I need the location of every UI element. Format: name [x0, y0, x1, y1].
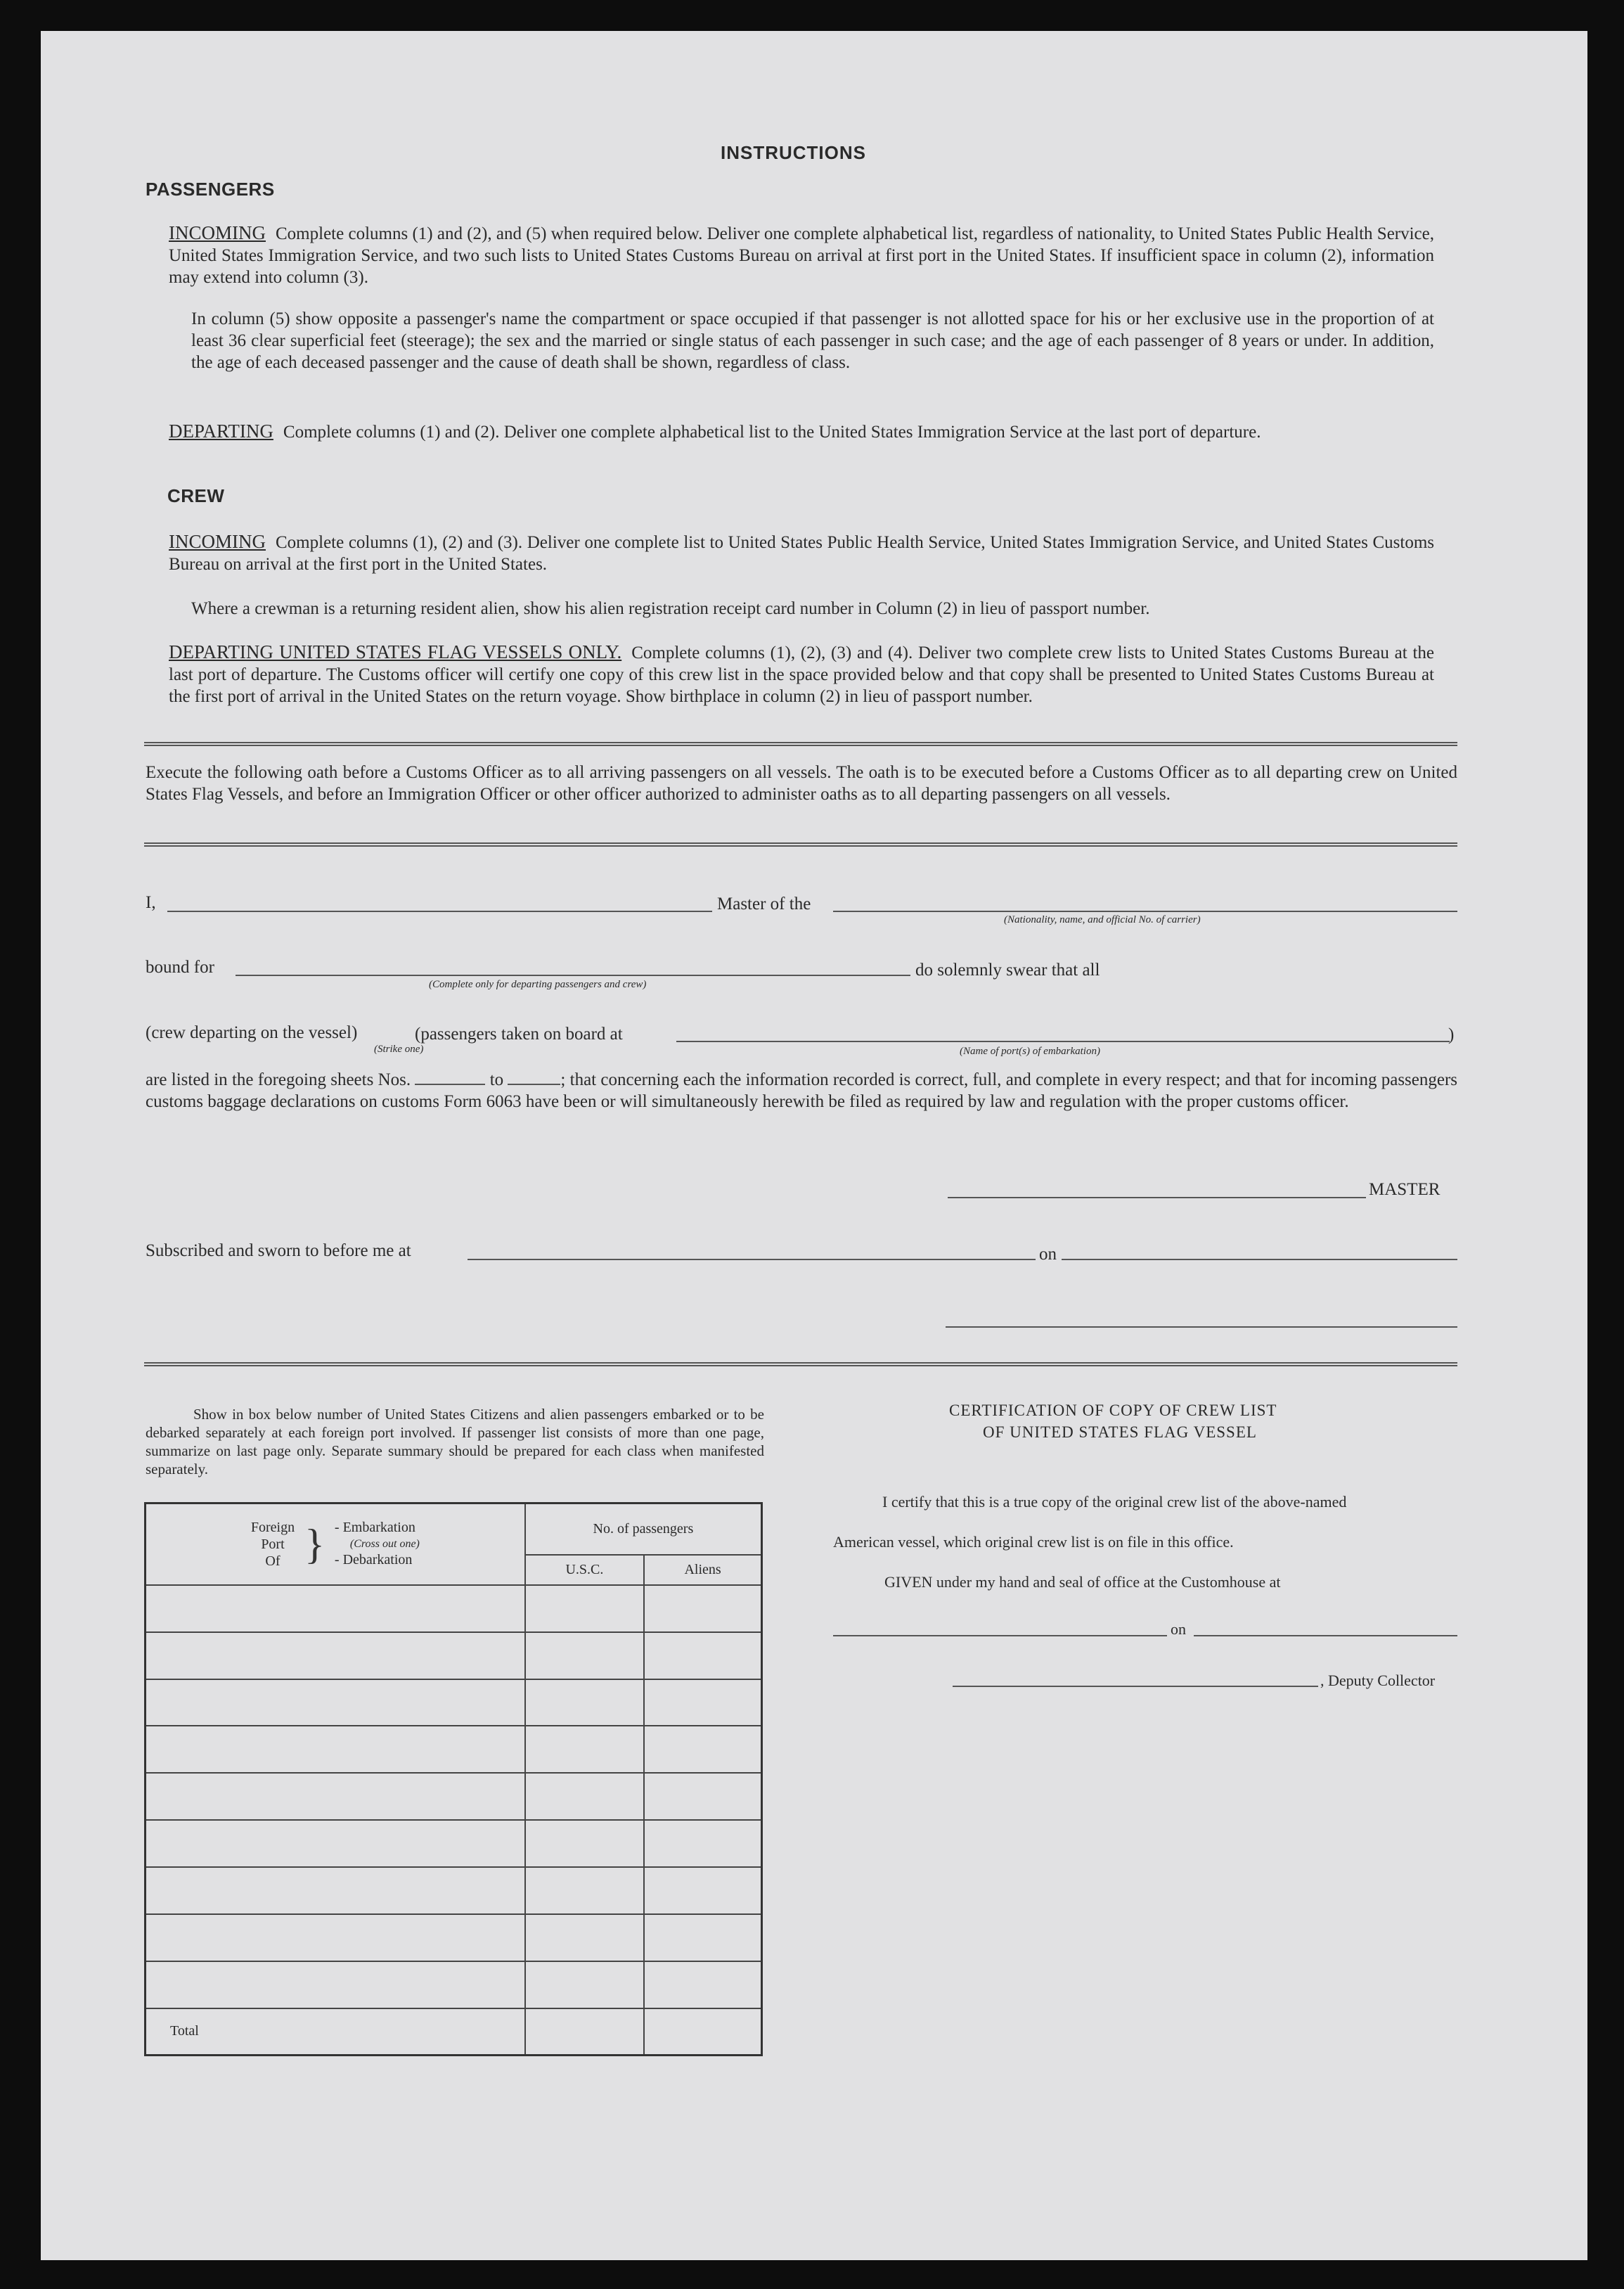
deputy-collector-label: , Deputy Collector [1320, 1672, 1436, 1689]
to-label: to [489, 1070, 504, 1089]
table-row [146, 1914, 762, 1961]
instructions-title: INSTRUCTIONS [721, 142, 866, 163]
passengers-taken-option: (passengers taken on board at [415, 1025, 623, 1044]
customhouse-place-line [833, 1635, 1167, 1636]
master-name-line [167, 911, 712, 912]
foreign-label: Foreign [250, 1519, 295, 1535]
port-line [676, 1041, 1450, 1042]
usc-header: U.S.C. [525, 1555, 644, 1585]
table-row [146, 1867, 762, 1914]
debarkation-label: - Debarkation [334, 1552, 413, 1568]
certification-line-1: I certify that this is a true copy of the original crew list of the above-named [882, 1493, 1347, 1511]
total-label: Total [146, 2008, 525, 2056]
carrier-line [833, 911, 1457, 912]
subscribed-on-label: on [1039, 1245, 1057, 1264]
passenger-summary-table [144, 1502, 763, 2056]
bound-for-line [236, 975, 910, 976]
certification-line-2: American vessel, which original crew list is on file in this office. [833, 1533, 1234, 1551]
passengers-incoming-label: INCOMING [169, 222, 266, 243]
listed-sheets-paragraph [146, 1069, 1457, 1113]
table-row [146, 1679, 762, 1726]
table-row [146, 1585, 762, 1632]
table-row [146, 1773, 762, 1820]
oath-intro: Execute the following oath before a Customs Officer as to all arriving passengers on all vessels. The oath is to be executed before a Customs Officer as to all departing crew on United States Flag Vessels, and before an Immigration Officer or other officer authorized to administer oaths as to all departing passengers on all vessels. [146, 763, 1457, 804]
customhouse-date-line [1194, 1635, 1457, 1636]
divider [144, 742, 1457, 746]
deputy-signature-line [953, 1686, 1318, 1687]
subscribed-label: Subscribed and sworn to before me at [146, 1241, 411, 1260]
master-signature-line [948, 1197, 1366, 1198]
table-row [146, 1961, 762, 2008]
embarkation-label: - Embarkation [334, 1520, 415, 1536]
bound-for-label: bound for [146, 958, 214, 977]
crew-departing-label: DEPARTING UNITED STATES FLAG VESSELS ONLY. [169, 641, 622, 662]
passengers-heading: PASSENGERS [146, 179, 275, 200]
close-paren: ) [1448, 1025, 1455, 1044]
certification-title-1: CERTIFICATION OF COPY OF CREW LIST [949, 1402, 1277, 1419]
master-label: MASTER [1369, 1180, 1441, 1199]
crew-departing-option: (crew departing on the vessel) [146, 1023, 358, 1042]
cross-out-caption: (Cross out one) [349, 1538, 420, 1551]
passengers-incoming-paragraph [169, 222, 1434, 288]
crew-resident-paragraph: Where a crewman is a returning resident alien, show his alien registration receipt card number in Column (2) in lieu of passport number. [191, 599, 1150, 618]
passengers-incoming-text: Complete columns (1) and (2), and (5) when required below. Deliver one complete alphabetical list, regardless of nationality, to United States Public Health Service, United States Immigration Service, and two such lists to United States Customs Bureau on arrival at first port in the United States. If insufficient space in column (2), information may extend into column (3). [169, 224, 1434, 287]
oath-i-label: I, [146, 893, 156, 912]
crew-incoming-label: INCOMING [169, 531, 266, 552]
strike-one-caption: (Strike one) [374, 1044, 424, 1055]
crew-departing-text: Complete columns (1), (2), (3) and (4). Deliver two complete crew lists to United States Customs Bureau at the last port of departure. The Customs officer will certify one copy of this crew list in the space provided below and that copy shall be presented to United States Customs Bureau at the first port of arrival in the United States on the return voyage. Show birthplace in column (2) in lieu of passport number. [169, 643, 1434, 706]
passengers-departing-label: DEPARTING [169, 421, 273, 442]
port-caption: (Name of port(s) of embarkation) [960, 1046, 1100, 1057]
certification-on-label: on [1171, 1620, 1186, 1638]
passengers-departing-paragraph [169, 421, 1434, 443]
crew-incoming-paragraph [169, 531, 1434, 575]
table-total-row [146, 2008, 762, 2056]
crew-incoming-text: Complete columns (1), (2) and (3). Deliver one complete list to United States Public Health Service, United States Immigration Service, and United States Customs Bureau on arrival at the first port in the United States. [169, 533, 1434, 574]
subscribed-date-line [1062, 1259, 1457, 1260]
listed-rest: ; that concerning each the information recorded is correct, full, and complete in every respect; and that for incoming passengers customs baggage declarations on customs Form 6063 have been or will simultaneously herewith be filed as required by law and regulation with the proper customs officer. [146, 1070, 1458, 1111]
brace-icon: } [304, 1520, 325, 1567]
crew-departing-paragraph [169, 641, 1434, 707]
divider [144, 842, 1457, 847]
master-of-the-label: Master of the [717, 895, 811, 913]
crew-heading: CREW [167, 485, 225, 506]
table-row [146, 1726, 762, 1773]
summary-instructions: Show in box below number of United States Citizens and alien passengers embarked or to be debarked separately at each foreign port involved. If passenger list consists of more than one page, summarize on last page only. Separate summary should be prepared for each class when manifested separately. [146, 1406, 764, 1477]
divider [144, 1362, 1457, 1366]
aliens-header: Aliens [644, 1555, 761, 1585]
table-row [146, 1820, 762, 1867]
port-header-cell [146, 1503, 525, 1585]
column5-paragraph: In column (5) show opposite a passenger's name the compartment or space occupied if that passenger is not allotted space for his or her exclusive use in the proportion of at least 36 clear superficial feet (steerage); the sex and the married or single status of each passenger in such case; and the age of each passenger of 8 years or under. In addition, the age of each deceased passenger and the cause of death shall be shown, regardless of class. [191, 309, 1434, 372]
carrier-caption: (Nationality, name, and official No. of carrier) [1004, 914, 1201, 925]
table-row [146, 1632, 762, 1679]
no-of-passengers-header: No. of passengers [525, 1503, 762, 1555]
of-label: Of [265, 1553, 281, 1569]
passengers-departing-text: Complete columns (1) and (2). Deliver one complete alphabetical list to the United States Immigration Service at the last port of departure. [283, 423, 1261, 442]
listed-prefix: are listed in the foregoing sheets Nos. [146, 1070, 411, 1089]
bound-for-caption: (Complete only for departing passengers and crew) [429, 979, 647, 990]
officer-signature-line [946, 1326, 1457, 1328]
port-label: Port [261, 1536, 285, 1552]
swear-label: do solemnly swear that all [915, 961, 1100, 980]
certification-line-3: GIVEN under my hand and seal of office at the Customhouse at [884, 1573, 1281, 1591]
subscribed-place-line [468, 1259, 1036, 1260]
certification-title-2: OF UNITED STATES FLAG VESSEL [983, 1423, 1257, 1441]
